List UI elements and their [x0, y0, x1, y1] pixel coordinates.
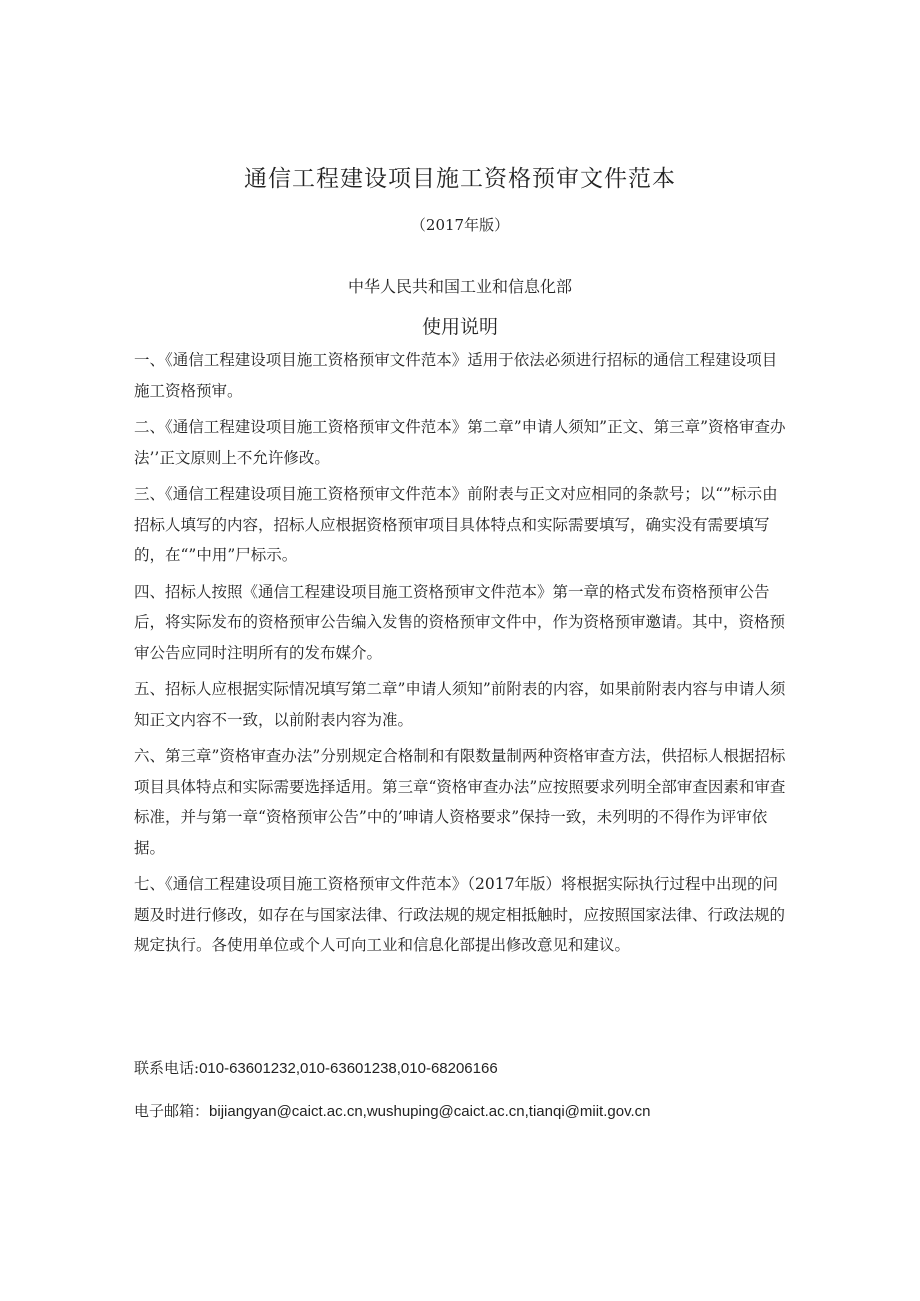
- paragraph-3: 三、《通信工程建设项目施工资格预审文件范本》前附表与正文对应相同的条款号；以“”标示由招标人填写的内容，招标人应根据资格预审项目具体特点和实际需要填写，确实没有需要填写的，在“”中用”尸标示。: [134, 485, 778, 564]
- paragraph-7: 七、《通信工程建设项目施工资格预审文件范本》（2017年版）将根据实际执行过程中出现的问题及时进行修改，如存在与国家法律、行政法规的规定相抵触时，应按照国家法律、行政法规的规定执行。各使用单位或个人可向工业和信息化部提出修改意见和建议。: [134, 875, 786, 954]
- paragraph-6: 六、第三章”资格审查办法”分别规定合格制和有限数量制两种资格审查方法，供招标人根据招标项目具体特点和实际需要选择适用。第三章“资格审查办法”应按照要求列明全部审查因素和审查标准，并与第一章“资格预审公告”中的’呻请人资格要求”保持一致，未列明的不得作为评审依据。: [134, 747, 786, 857]
- paragraph-5: 五、招标人应根据实际情况填写第二章”申请人须知”前附表的内容，如果前附表内容与申请人须知正文内容不一致，以前附表内容为准。: [134, 680, 786, 729]
- instructions-body: [134, 345, 789, 967]
- contact-phone: [134, 1057, 834, 1078]
- email-value: bijiangyan@caict.ac.cn,wushuping@caict.ac.cn,tianqi@miit.gov.cn: [209, 1103, 651, 1120]
- phone-value: 010-63601232,010-63601238,010-68206166: [199, 1060, 498, 1077]
- email-label: 电子邮箱：: [134, 1102, 210, 1120]
- phone-label: 联系电话:: [134, 1059, 200, 1077]
- contact-email: [134, 1100, 834, 1121]
- document-edition: （2017年版）: [410, 216, 510, 234]
- issuing-organization: 中华人民共和国工业和信息化部: [347, 277, 572, 296]
- document-title: 通信工程建设项目施工资格预审文件范本: [244, 166, 676, 192]
- paragraph-4: 四、招标人按照《通信工程建设项目施工资格预审文件范本》第一章的格式发布资格预审公告后，将实际发布的资格预审公告编入发售的资格预审文件中，作为资格预审邀请。其中，资格预审公告应同时注明所有的发布媒介。: [134, 582, 786, 662]
- paragraph-1: 一、《通信工程建设项目施工资格预审文件范本》适用于依法必须进行招标的通信工程建设项目施工资格预审。: [134, 351, 778, 400]
- paragraph-2: 二、《通信工程建设项目施工资格预审文件范本》第二章”申请人须知”正文、第三章”资格审查办法’’正文原则上不允许修改。: [134, 418, 786, 467]
- section-heading: 使用说明: [421, 316, 498, 338]
